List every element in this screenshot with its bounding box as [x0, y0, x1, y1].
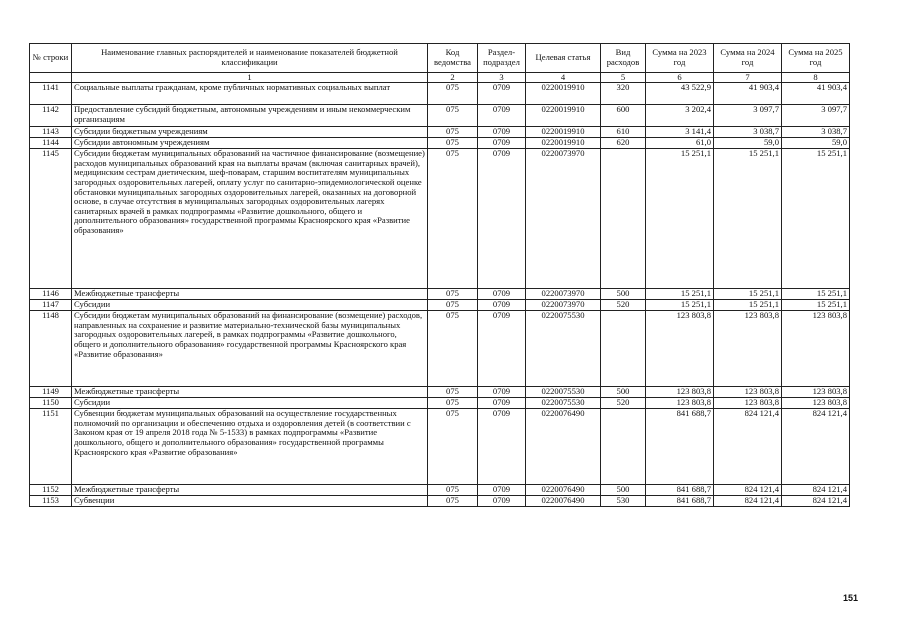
column-number: 2: [428, 73, 478, 83]
row-name: Субсидии бюджетам муниципальных образований на частичное финансирование (возмещение) расходов муниципальных образований края на выплаты врачам (включая санитарных врачей), медицинским сестрам диетическим, шеф-поварам, старшим воспитателям муниципальных загородных оздоровительных лагерей, оплату услуг по санитарно-эпидемиологической оценке обстановки муниципальных загородных оздоровительных лагерей, оказанных на договорной основе, в случае отсутствия в муниципальных загородных оздоровительных лагерях санитарных врачей в рамках подпрограммы «Развитие дошкольного, общего и дополнительного образования» государственной программы Красноярского края «Развитие образования»: [72, 149, 428, 289]
row-expense-type: 500: [601, 485, 646, 496]
row-expense-type: 520: [601, 300, 646, 311]
row-sum-2025: 824 121,4: [782, 496, 850, 507]
row-name: Предоставление субсидий бюджетным, автономным учреждениям и иным некоммерческим организациям: [72, 105, 428, 127]
row-number: 1141: [30, 83, 72, 105]
row-section: 0709: [478, 409, 526, 485]
budget-table: [29, 43, 850, 507]
row-expense-type: [601, 409, 646, 485]
row-expense-type: 610: [601, 127, 646, 138]
row-target: 0220073970: [526, 300, 601, 311]
row-section: 0709: [478, 485, 526, 496]
table-row: [30, 409, 850, 485]
row-section: 0709: [478, 105, 526, 127]
row-sum-2023: 123 803,8: [646, 387, 714, 398]
table-row: [30, 83, 850, 105]
column-number: 8: [782, 73, 850, 83]
row-number: 1148: [30, 311, 72, 387]
row-sum-2025: 123 803,8: [782, 311, 850, 387]
table-row: [30, 289, 850, 300]
row-sum-2024: 59,0: [714, 138, 782, 149]
row-number: 1149: [30, 387, 72, 398]
header-name: Наименование главных распорядителей и наименование показателей бюджетной классификации: [72, 44, 428, 73]
table-row: [30, 398, 850, 409]
header-row: [30, 44, 850, 73]
row-name: Субсидии бюджетам муниципальных образований на финансирование (возмещение) расходов, направленных на сохранение и развитие материально-технической базы муниципальных загородных оздоровительных лагерей, в рамках подпрограммы «Развитие дошкольного, общего и дополнительного образования» государственной программы Красноярского края «Развитие образования»: [72, 311, 428, 387]
row-name: Межбюджетные трансферты: [72, 387, 428, 398]
row-section: 0709: [478, 311, 526, 387]
row-target: 0220076490: [526, 496, 601, 507]
row-name: Субсидии: [72, 398, 428, 409]
row-sum-2025: 3 038,7: [782, 127, 850, 138]
row-number: 1143: [30, 127, 72, 138]
row-name: Субвенции: [72, 496, 428, 507]
row-expense-type: 500: [601, 289, 646, 300]
row-name: Субсидии бюджетным учреждениям: [72, 127, 428, 138]
row-name: Субвенции бюджетам муниципальных образований на осуществление государственных полномочий по организации и обеспечению отдыха и оздоровления детей (в соответствии с Законом края от 19 апреля 2018 года № 5-1533) в рамках подпрограммы «Развитие дошкольного, общего и дополнительного образования» государственной программы Красноярского края «Развитие образования»: [72, 409, 428, 485]
row-sum-2025: 15 251,1: [782, 289, 850, 300]
row-dept-code: 075: [428, 300, 478, 311]
column-number: 5: [601, 73, 646, 83]
row-number: 1144: [30, 138, 72, 149]
row-sum-2025: 15 251,1: [782, 149, 850, 289]
row-target: 0220073970: [526, 149, 601, 289]
row-dept-code: 075: [428, 138, 478, 149]
table-row: [30, 127, 850, 138]
row-sum-2024: 123 803,8: [714, 387, 782, 398]
column-number: [30, 73, 72, 83]
header-section: Раздел-подраздел: [478, 44, 526, 73]
row-target: 0220076490: [526, 409, 601, 485]
row-section: 0709: [478, 300, 526, 311]
row-target: 0220075530: [526, 398, 601, 409]
table-row: [30, 105, 850, 127]
row-target: 0220073970: [526, 289, 601, 300]
row-section: 0709: [478, 387, 526, 398]
row-sum-2025: 41 903,4: [782, 83, 850, 105]
row-sum-2023: 123 803,8: [646, 398, 714, 409]
row-sum-2024: 15 251,1: [714, 289, 782, 300]
row-sum-2024: 824 121,4: [714, 496, 782, 507]
row-dept-code: 075: [428, 105, 478, 127]
row-sum-2023: 43 522,9: [646, 83, 714, 105]
column-number: 7: [714, 73, 782, 83]
row-sum-2023: 841 688,7: [646, 409, 714, 485]
row-sum-2024: 123 803,8: [714, 311, 782, 387]
row-sum-2024: 15 251,1: [714, 149, 782, 289]
row-sum-2023: 841 688,7: [646, 485, 714, 496]
row-expense-type: 500: [601, 387, 646, 398]
row-target: 0220076490: [526, 485, 601, 496]
row-sum-2025: 59,0: [782, 138, 850, 149]
row-expense-type: 620: [601, 138, 646, 149]
header-sum-2025: Сумма на 2025 год: [782, 44, 850, 73]
row-number: 1150: [30, 398, 72, 409]
row-sum-2025: 123 803,8: [782, 387, 850, 398]
row-expense-type: 320: [601, 83, 646, 105]
page-number: 151: [843, 593, 859, 603]
row-dept-code: 075: [428, 127, 478, 138]
row-section: 0709: [478, 289, 526, 300]
row-name: Субсидии: [72, 300, 428, 311]
row-sum-2023: 61,0: [646, 138, 714, 149]
row-dept-code: 075: [428, 311, 478, 387]
row-name: Межбюджетные трансферты: [72, 485, 428, 496]
row-sum-2025: 824 121,4: [782, 409, 850, 485]
row-sum-2024: 3 097,7: [714, 105, 782, 127]
column-number: 3: [478, 73, 526, 83]
table-row: [30, 149, 850, 289]
row-dept-code: 075: [428, 289, 478, 300]
row-target: 0220075530: [526, 387, 601, 398]
row-target: 0220019910: [526, 127, 601, 138]
header-target: Целевая статья: [526, 44, 601, 73]
row-section: 0709: [478, 127, 526, 138]
table-row: [30, 311, 850, 387]
row-sum-2024: 15 251,1: [714, 300, 782, 311]
table-row: [30, 300, 850, 311]
row-section: 0709: [478, 83, 526, 105]
row-number: 1147: [30, 300, 72, 311]
row-sum-2025: 123 803,8: [782, 398, 850, 409]
row-expense-type: 600: [601, 105, 646, 127]
row-sum-2025: 15 251,1: [782, 300, 850, 311]
column-number: 6: [646, 73, 714, 83]
row-expense-type: [601, 311, 646, 387]
row-expense-type: 530: [601, 496, 646, 507]
table-row: [30, 138, 850, 149]
row-name: Социальные выплаты гражданам, кроме публичных нормативных социальных выплат: [72, 83, 428, 105]
row-dept-code: 075: [428, 387, 478, 398]
row-sum-2025: 3 097,7: [782, 105, 850, 127]
row-number: 1142: [30, 105, 72, 127]
row-number: 1146: [30, 289, 72, 300]
header-dept-code: Код ведомства: [428, 44, 478, 73]
row-section: 0709: [478, 138, 526, 149]
row-expense-type: [601, 149, 646, 289]
row-name: Субсидии автономным учреждениям: [72, 138, 428, 149]
header-sum-2024: Сумма на 2024 год: [714, 44, 782, 73]
row-number: 1152: [30, 485, 72, 496]
row-sum-2025: 824 121,4: [782, 485, 850, 496]
row-target: 0220075530: [526, 311, 601, 387]
row-name: Межбюджетные трансферты: [72, 289, 428, 300]
row-sum-2024: 3 038,7: [714, 127, 782, 138]
row-sum-2024: 123 803,8: [714, 398, 782, 409]
row-sum-2023: 15 251,1: [646, 289, 714, 300]
row-sum-2023: 3 141,4: [646, 127, 714, 138]
row-sum-2024: 824 121,4: [714, 485, 782, 496]
row-dept-code: 075: [428, 496, 478, 507]
column-number: 1: [72, 73, 428, 83]
row-sum-2023: 3 202,4: [646, 105, 714, 127]
row-dept-code: 075: [428, 149, 478, 289]
row-sum-2023: 123 803,8: [646, 311, 714, 387]
row-target: 0220019910: [526, 138, 601, 149]
row-sum-2023: 15 251,1: [646, 149, 714, 289]
row-section: 0709: [478, 496, 526, 507]
table-row: [30, 496, 850, 507]
row-target: 0220019910: [526, 105, 601, 127]
row-section: 0709: [478, 149, 526, 289]
row-expense-type: 520: [601, 398, 646, 409]
column-number-row: [30, 73, 850, 83]
row-dept-code: 075: [428, 398, 478, 409]
header-sum-2023: Сумма на 2023 год: [646, 44, 714, 73]
header-num: № строки: [30, 44, 72, 73]
row-target: 0220019910: [526, 83, 601, 105]
row-number: 1153: [30, 496, 72, 507]
row-dept-code: 075: [428, 485, 478, 496]
row-sum-2023: 841 688,7: [646, 496, 714, 507]
table-body: [30, 83, 850, 507]
header-expense-type: Вид расходов: [601, 44, 646, 73]
row-sum-2024: 41 903,4: [714, 83, 782, 105]
row-number: 1145: [30, 149, 72, 289]
row-section: 0709: [478, 398, 526, 409]
table-row: [30, 485, 850, 496]
row-dept-code: 075: [428, 83, 478, 105]
column-number: 4: [526, 73, 601, 83]
row-dept-code: 075: [428, 409, 478, 485]
row-sum-2024: 824 121,4: [714, 409, 782, 485]
table-row: [30, 387, 850, 398]
row-sum-2023: 15 251,1: [646, 300, 714, 311]
row-number: 1151: [30, 409, 72, 485]
